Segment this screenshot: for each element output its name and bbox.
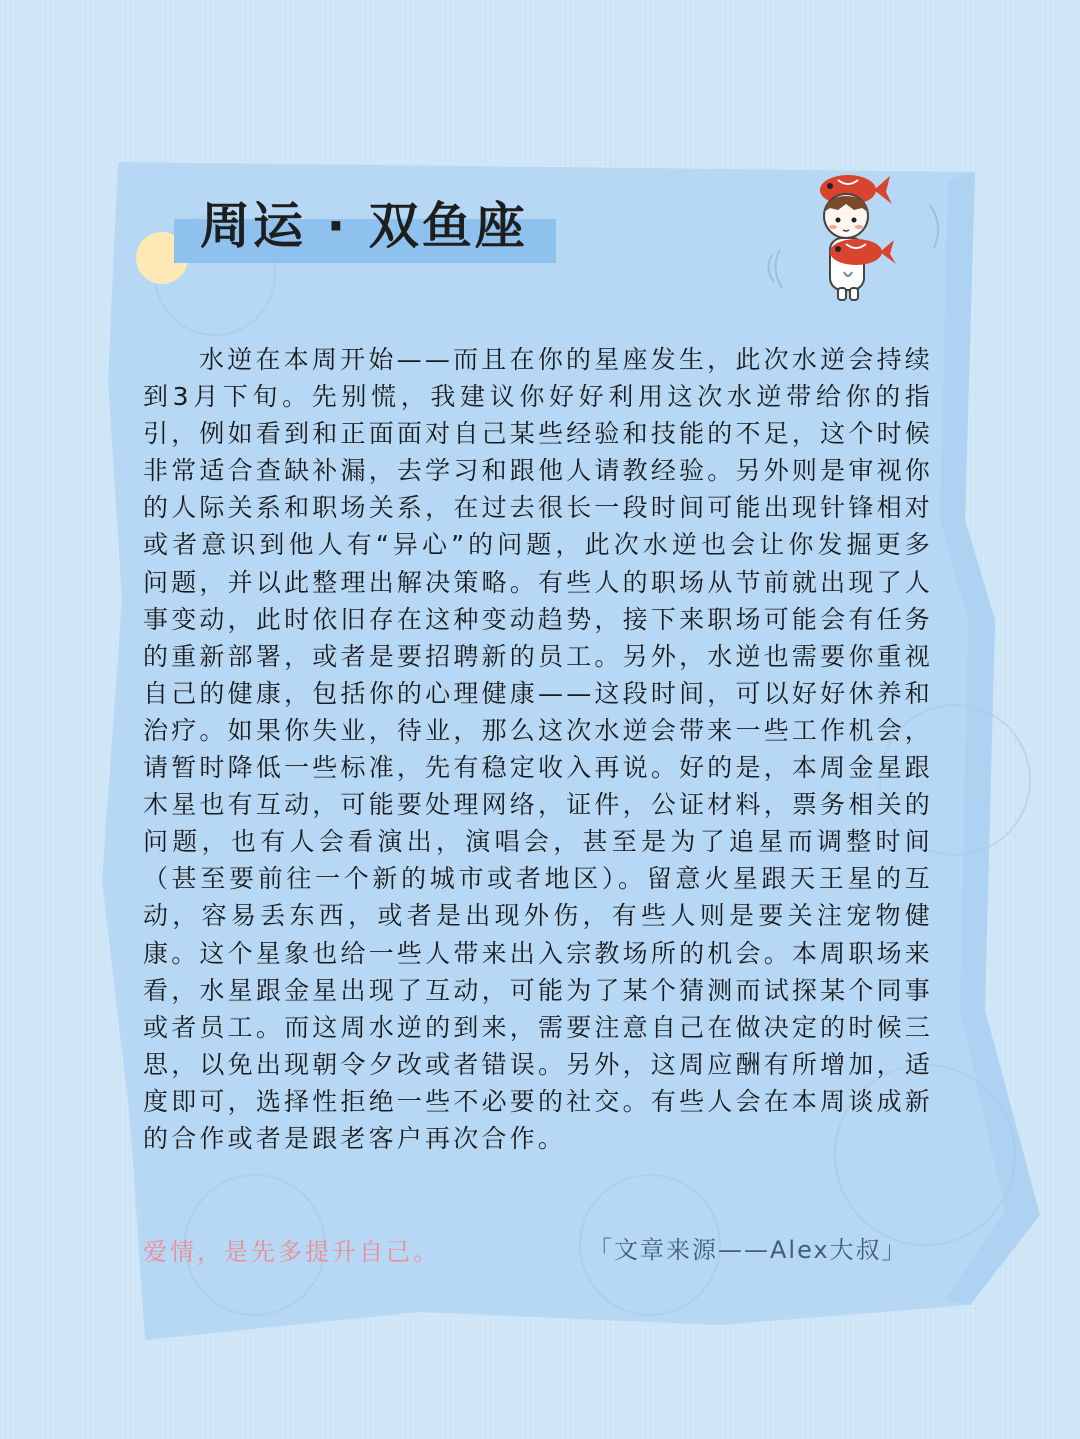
love-tagline: 爱情，是先多提升自己。 xyxy=(143,1238,440,1266)
article-source: 「文章来源——Alex大叔」 xyxy=(588,1236,908,1264)
page-title: 周运 · 双鱼座 xyxy=(200,197,528,255)
pisces-boy-with-fish-icon xyxy=(758,160,948,310)
article-body: 水逆在本周开始——而且在你的星座发生，此次水逆会持续到3月下旬。先别慌，我建议你好好利用这次水逆带给你的指引，例如看到和正面面对自己某些经验和技能的不足，这个时候非常适合查缺补漏，去学习和跟他人请教经验。另外则是审视你的人际关系和职场关系，在过去很长一段时间可能出现针锋相对或者意识到他人有“异心”的问题，此次水逆也会让你发掘更多问题，并以此整理出解决策略。有些人的职场从节前就出现了人事变动，此时依旧存在这种变动趋势，接下来职场可能会有任务的重新部署，或者是要招聘新的员工。另外，水逆也需要你重视自己的健康，包括你的心理健康——这段时间，可以好好休养和治疗。如果你失业，待业，那么这次水逆会带来一些工作机会，请暂时降低一些标准，先有稳定收入再说。好的是，本周金星跟木星也有互动，可能要处理网络，证件，公证材料，票务相关的问题，也有人会看演出，演唱会，甚至是为了追星而调整时间（甚至要前往一个新的城市或者地区）。留意火星跟天王星的互动，容易丢东西，或者是出现外伤，有些人则是要关注宠物健康。这个星象也给一些人带来出入宗教场所的机会。本周职场来看，水星跟金星出现了互动，可能为了某个猜测而试探某个同事或者员工。而这周水逆的到来，需要注意自己在做决定的时候三思，以免出现朝令夕改或者错误。另外，这周应酬有所增加，适度即可，选择性拒绝一些不必要的社交。有些人会在本周谈成新的合作或者是跟老客户再次合作。 xyxy=(143,345,933,1153)
